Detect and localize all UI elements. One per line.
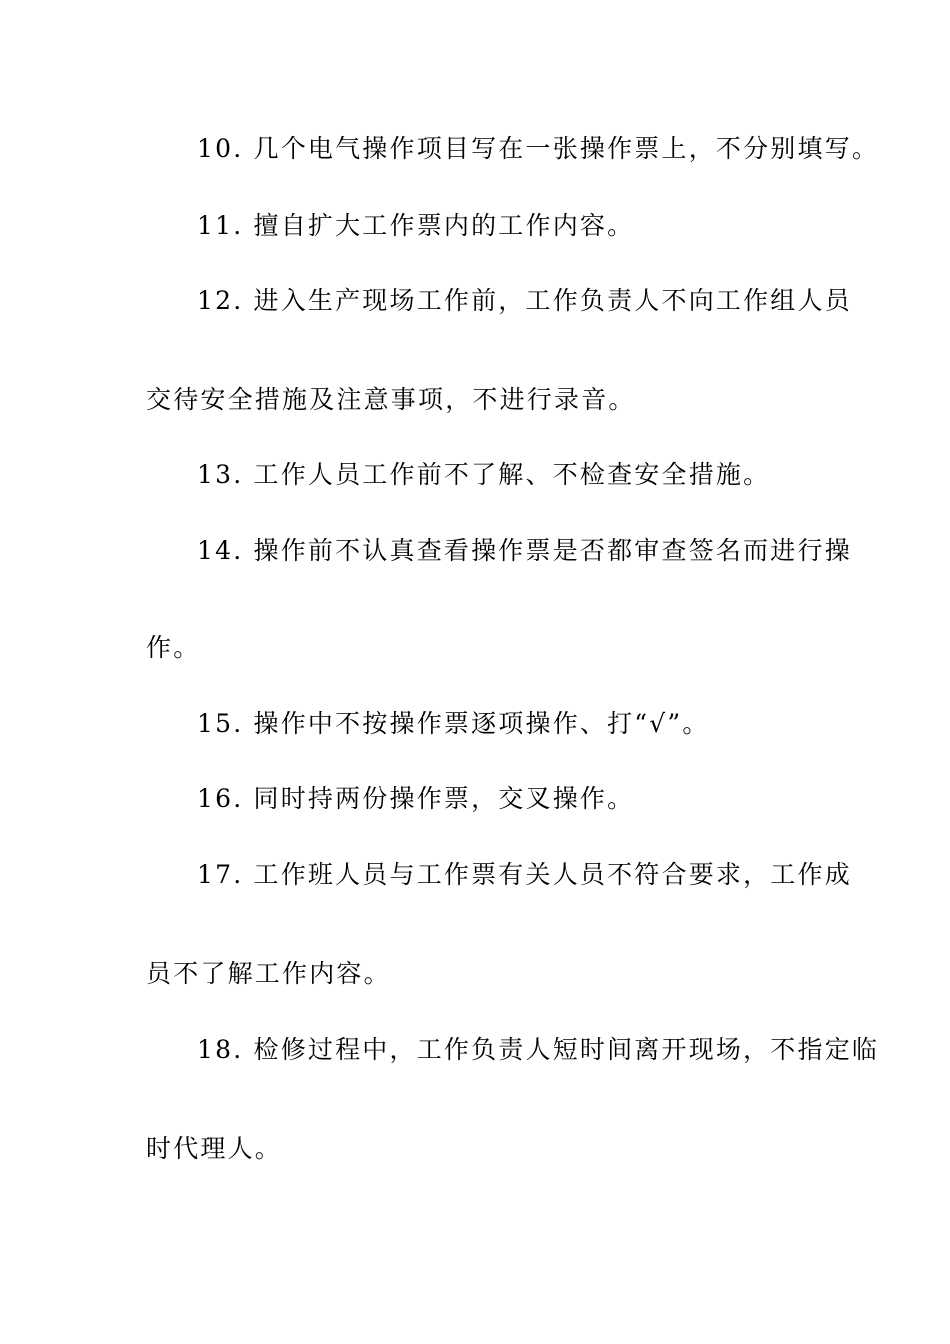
item-18-line-2: 时代理人。 bbox=[146, 1134, 283, 1163]
item-12-line-2: 交待安全措施及注意事项，不进行录音。 bbox=[146, 385, 636, 414]
item-17-line-2: 员不了解工作内容。 bbox=[146, 959, 391, 988]
item-15-line-1: 15. 操作中不按操作票逐项操作、打“√”。 bbox=[197, 709, 710, 738]
item-10-line-1: 10. 几个电气操作项目写在一张操作票上，不分别填写。 bbox=[197, 134, 880, 163]
item-17-line-1: 17. 工作班人员与工作票有关人员不符合要求，工作成 bbox=[197, 860, 852, 889]
item-14-line-2: 作。 bbox=[146, 633, 201, 662]
item-14-line-1: 14. 操作前不认真查看操作票是否都审查签名而进行操 bbox=[197, 536, 852, 565]
item-16-line-1: 16. 同时持两份操作票，交叉操作。 bbox=[197, 784, 635, 813]
item-11-line-1: 11. 擅自扩大工作票内的工作内容。 bbox=[197, 211, 635, 240]
item-18-line-1: 18. 检修过程中，工作负责人短时间离开现场，不指定临 bbox=[197, 1035, 880, 1064]
item-12-line-1: 12. 进入生产现场工作前，工作负责人不向工作组人员 bbox=[197, 286, 852, 315]
item-13-line-1: 13. 工作人员工作前不了解、不检查安全措施。 bbox=[197, 460, 771, 489]
